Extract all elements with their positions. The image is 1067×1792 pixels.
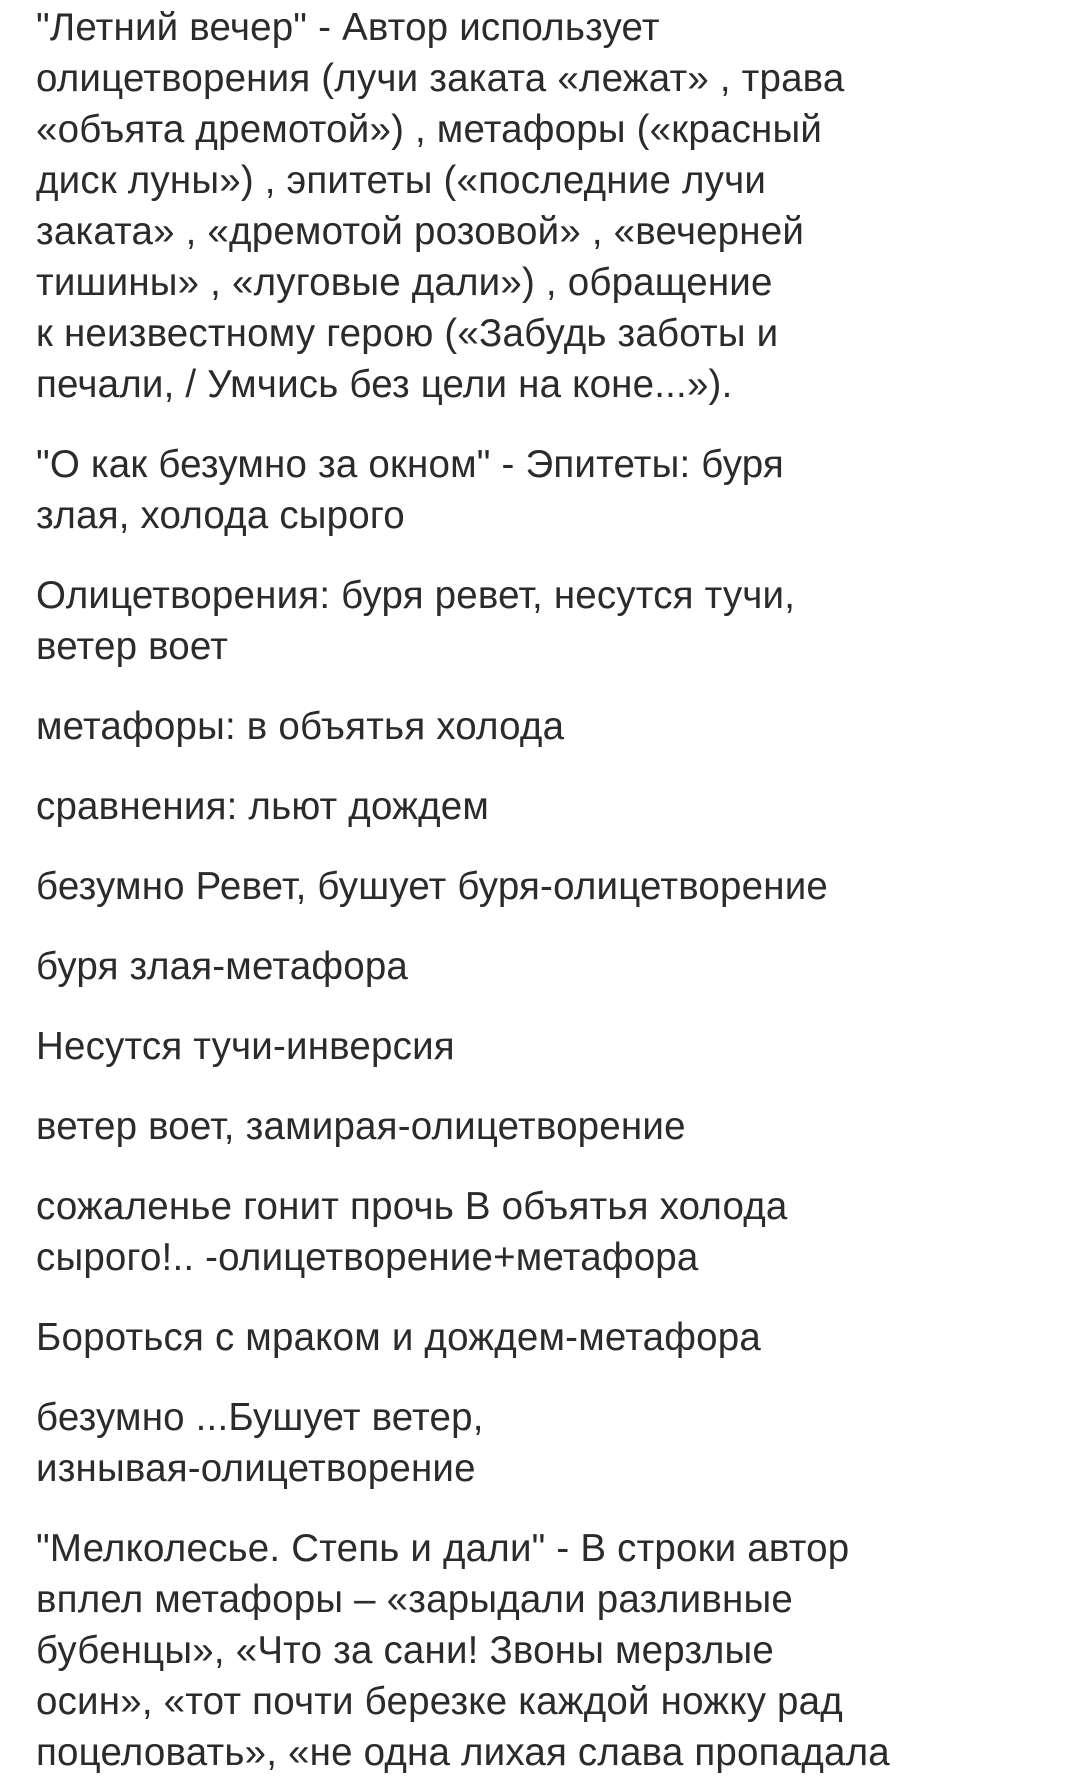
text-line: ветер воет	[36, 625, 229, 668]
document-page	[36, 0, 1036, 1792]
text-line: к неизвестному герою («Забудь заботы и	[36, 312, 779, 355]
text-paragraph	[36, 1523, 1036, 1778]
text-line: буря злая-метафора	[36, 945, 409, 988]
text-line: олицетворения (лучи заката «лежат» , трава	[36, 57, 845, 100]
text-line: метафоры: в объятья холода	[36, 705, 565, 748]
text-paragraph	[36, 781, 1036, 832]
text-line: Олицетворения: буря ревет, несутся тучи,	[36, 574, 796, 617]
text-paragraph	[36, 570, 1036, 672]
text-paragraph	[36, 1312, 1036, 1363]
text-paragraph	[36, 439, 1036, 541]
text-line: безумно ...Бушует ветер,	[36, 1396, 484, 1439]
text-line: сырого!.. -олицетворение+метафора	[36, 1236, 699, 1279]
text-paragraph	[36, 1392, 1036, 1494]
text-paragraph	[36, 1101, 1036, 1152]
text-line: "Летний вечер" - Автор использует	[36, 6, 660, 49]
text-line: заката» , «дремотой розовой» , «вечерней	[36, 210, 805, 253]
text-line: безумно Ревет, бушует буря-олицетворение	[36, 865, 829, 908]
text-paragraph	[36, 1021, 1036, 1072]
text-line: Бороться с мраком и дождем-метафора	[36, 1316, 761, 1359]
text-line: бубенцы», «Что за сани! Звоны мерзлые	[36, 1629, 775, 1672]
text-line: изнывая-олицетворение	[36, 1447, 476, 1490]
text-paragraph	[36, 2, 1036, 410]
text-paragraph	[36, 1181, 1036, 1283]
text-line: Несутся тучи-инверсия	[36, 1025, 455, 1068]
text-line: диск луны») , эпитеты («последние лучи	[36, 159, 767, 202]
text-line: ветер воет, замирая-олицетворение	[36, 1105, 686, 1148]
bottom-edge	[36, 1786, 1036, 1792]
text-line: печали, / Умчись без цели на коне...»).	[36, 363, 733, 406]
text-line: осин», «тот почти березке каждой ножку рад	[36, 1680, 843, 1723]
text-paragraph	[36, 941, 1036, 992]
text-line: вплел метафоры – «зарыдали разливные	[36, 1578, 793, 1621]
text-line: сожаленье гонит прочь В объятья холода	[36, 1185, 788, 1228]
text-line: «объята дремотой») , метафоры («красный	[36, 108, 823, 151]
text-line: сравнения: льют дождем	[36, 785, 490, 828]
text-line: "Мелколесье. Степь и дали" - В строки автор	[36, 1527, 850, 1570]
text-line: "О как безумно за окном" - Эпитеты: буря	[36, 443, 784, 486]
document-body	[36, 2, 1036, 1778]
text-paragraph	[36, 701, 1036, 752]
text-paragraph	[36, 861, 1036, 912]
text-line: поцеловать», «не одна лихая слава пропадала	[36, 1731, 890, 1774]
text-line: тишины» , «луговые дали») , обращение	[36, 261, 773, 304]
text-line: злая, холода сырого	[36, 494, 405, 537]
